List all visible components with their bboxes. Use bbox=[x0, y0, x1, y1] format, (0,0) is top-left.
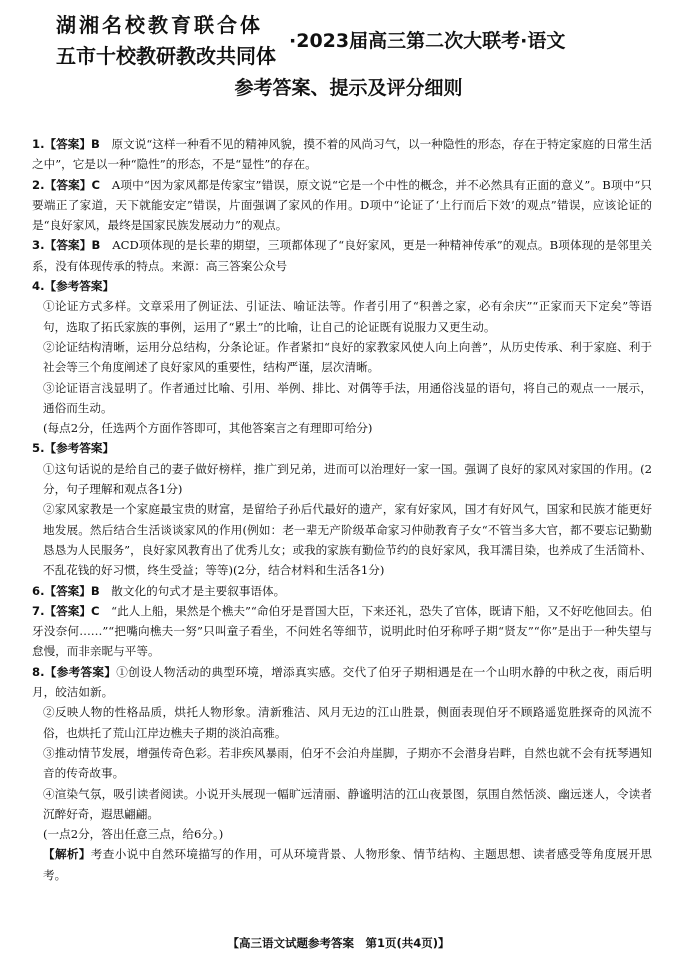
answer-label: 2.【答案】C bbox=[32, 177, 101, 192]
org-name-line1: 湖湘名校教育联合体 bbox=[56, 13, 263, 37]
page-header bbox=[0, 0, 677, 100]
page-subtitle: 参考答案、提示及评分细则 bbox=[234, 77, 463, 99]
answer-8 bbox=[32, 662, 652, 703]
org-name-line2: 五市十校教研教改共同体 bbox=[56, 44, 276, 68]
answer-5-label: 5.【参考答案】 bbox=[32, 441, 115, 456]
answer-8-note: (一点2分，答出任意三点，给6分。) bbox=[43, 827, 224, 842]
analysis-text: 考查小说中自然环境描写的作用，可从环境背景、人物形象、情节结构、主题思想、读者感受等角度展开思考。 bbox=[43, 847, 652, 882]
answer-5-point: ①这句话说的是给自己的妻子做好榜样，推广到兄弟，进而可以治理好一家一国。强调了良好的家风对家国的作用。(2分，句子理解和观点各1分) bbox=[43, 461, 652, 497]
analysis-label: 【解析】 bbox=[43, 847, 91, 862]
answer-4-point: ③论证语言浅显明了。作者通过比喻、引用、举例、排比、对偶等手法，用通俗浅显的语句，将自己的观点一一展示，通俗而生动。 bbox=[43, 380, 652, 415]
page-footer: 【高三语文试题参考答案 第1页(共4页)】 bbox=[227, 936, 450, 950]
answer-label: 1.【答案】B bbox=[32, 137, 100, 151]
answer-4-note: (每点2分，任选两个方面作答即可，其他答案言之有理即可给分) bbox=[43, 421, 373, 436]
answer-8-point: ④渲染气氛，吸引读者阅读。小说开头展现一幅旷远清丽、静谧明洁的江山夜景图，氛围自然恬淡、幽远迷人，令读者沉醉好奇，遐思翩翩。 bbox=[43, 786, 652, 821]
answer-2 bbox=[32, 175, 652, 236]
answer-text: ACD项体现的是长辈的期望，三项都体现了“良好家风，更是一种精神传承”的观点。B项体现的是邻里关系，没有体现传承的特点。来源：高三答案公众号 bbox=[32, 238, 652, 273]
answer-8-point: ②反映人物的性格品质，烘托人物形象。清新雅洁、风月无边的江山胜景，侧面表现伯牙不顾路遥览胜探奇的风流不俗，也烘托了荒山江岸边樵夫子期的淡泊高雅。 bbox=[43, 705, 652, 740]
answer-label: 8.【参考答案】 bbox=[32, 664, 117, 679]
answer-label: 7.【答案】C bbox=[32, 603, 100, 618]
answer-text: 原文说“这样一种看不见的精神风貌，摸不着的风尚习气，以一种隐性的形态，存在于特定家庭的日常生活之中”，它是以一种“隐性”的形态，不是“显性”的存在。 bbox=[32, 137, 652, 172]
answer-4-point: ①论证方式多样。文章采用了例证法、引证法、喻证法等。作者引用了“积善之家，必有余庆”“正家而天下定矣”等语句，选取了拓氏家族的事例，运用了“累土”的比喻，让自己的论证既有说服力又更生动。 bbox=[43, 299, 652, 334]
answer-4-point: ②论证结构清晰，运用分总结构，分条论证。作者紧扣“良好的家教家风使人向上向善”，从历史传承、利于家庭、利于社会等三个角度阐述了良好家风的重要性，结构严谨，层次清晰。 bbox=[43, 339, 652, 375]
answer-8-point: ③推动情节发展，增强传奇色彩。若非疾风暴雨，伯牙不会泊舟崖脚，子期亦不会潜身岩畔，自然也就不会有抚琴遇知音的传奇故事。 bbox=[43, 745, 652, 781]
answer-content bbox=[32, 134, 652, 885]
answer-text: 散文化的句式才是主要叙事语体。 bbox=[111, 583, 286, 598]
answer-5-point: ②家风家教是一个家庭最宝贵的财富，是留给子孙后代最好的遗产，家有好家风，国才有好风气，国家和民族才能更好地发展。然后结合生活谈谈家风的作用(例如：老一辈无产阶级革命家习仲勋教育子女“不管当多大官，都不要忘记勤勤恳恳为人民服务”，良好家风教育出了优秀儿女；或我的家族有勤俭节约的良好家风，我耳濡目染，也养成了生活简朴、不乱花钱的好习惯，终生受益；等等)(2分，结合材料和生活各1分) bbox=[43, 502, 652, 578]
exam-title: ·2023届高三第二次大联考·语文 bbox=[289, 30, 566, 52]
answer-3 bbox=[32, 235, 652, 276]
answer-6 bbox=[32, 581, 652, 601]
answer-4-label: 4.【参考答案】 bbox=[32, 279, 115, 294]
answer-1 bbox=[32, 134, 652, 175]
answer-7 bbox=[32, 601, 652, 662]
answer-label: 3.【答案】B bbox=[32, 238, 101, 253]
answer-8-analysis bbox=[32, 844, 652, 885]
answer-text: ①创设人物活动的典型环境，增添真实感。交代了伯牙子期相遇是在一个山明水静的中秋之夜，雨后明月，皎洁如新。 bbox=[32, 664, 652, 700]
answer-text: A项中“因为家风都是传家宝”错误，原文说“它是一个中性的概念，并不必然具有正面的意义”。B项中“只要端正了家道，天下就能安定”错误，片面强调了家风的作用。D项中“论证了‘上行而后下效’的观点”错误，应该论证的是“良好家风，最终是国家民族发展动力”的观点。 bbox=[32, 177, 652, 233]
answer-label: 6.【答案】B bbox=[32, 583, 100, 598]
answer-text: “此人上船，果然是个樵夫”“命伯牙是晋国大臣，下来还礼，恐失了官体，既请下船，又不好吃他回去。伯牙没奈何……”“把嘴向樵夫一努”只叫童子看坐，不问姓名等细节，说明此时伯牙称呼子期“贤友”“你”是出于一种失望与怠慢，而非亲昵与平等。 bbox=[32, 603, 652, 659]
